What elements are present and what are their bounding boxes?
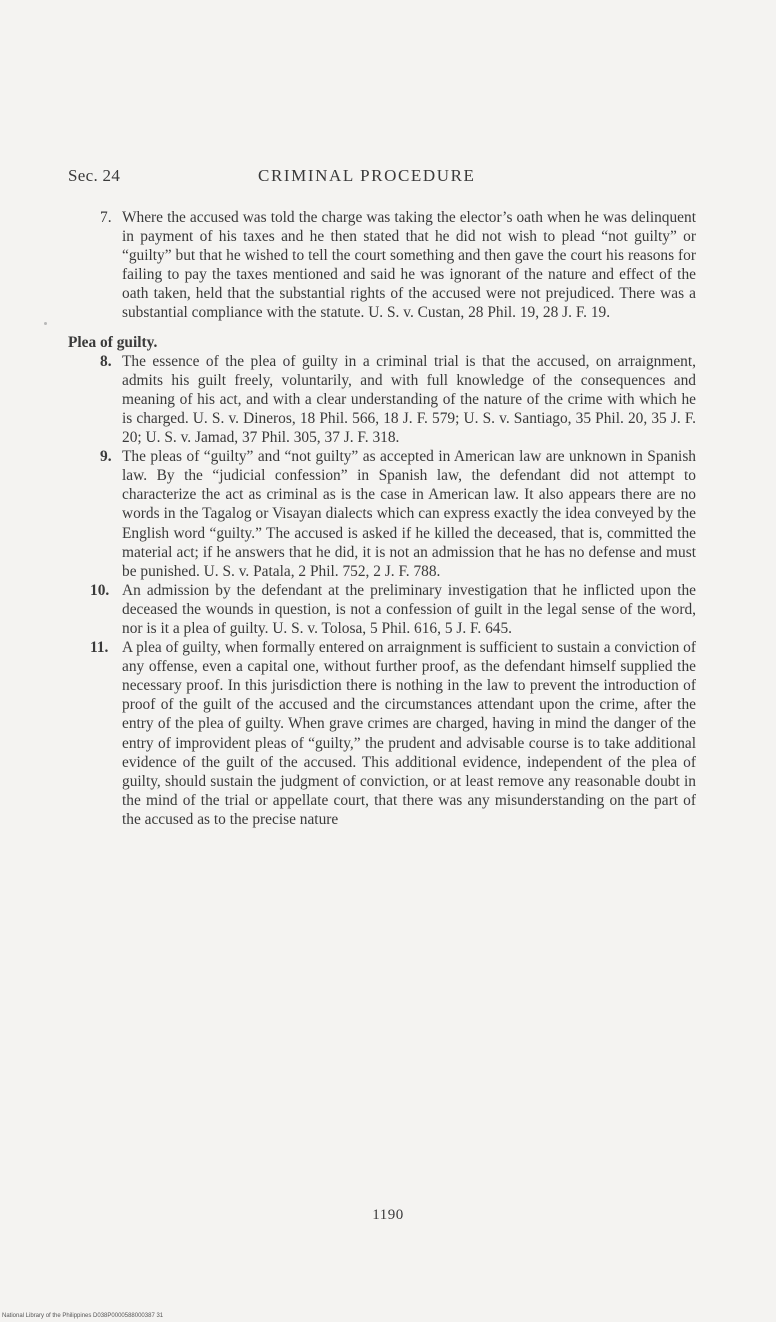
paragraph-text: Where the accused was told the charge was taking the elector’s oath when he was delinquent in payment of his taxes and he then stated that he did not wish to plead “not guilty” or “guilty” but that he wished to tell the court something and then gave the court his reasons for failing to pay the taxes mentioned and said he was ignorant of the nature and effect of the oath taken, held that the substantial rights of the accused were not prejudiced. There was a substantial compliance with the statute. U. S. v. Custan, 28 Phil. 19, 28 J. F. 19.	[122, 209, 696, 322]
body-text	[68, 208, 696, 829]
paragraph-text: A plea of guilty, when formally entered on arraignment is sufficient to sustain a conviction of any offense, even a capital one, without further proof, as the defendant himself supplied the necessary proof. In this jurisdiction there is nothing in the law to prevent the introduction of proof of the guilt of the accused and the circumstances attendant upon the crime, after the entry of the plea of guilty. When grave crimes are charged, having in mind the danger of the entry of improvident pleas of “guilty,” the prudent and advisable course is to take additional evidence of the guilt of the accused. This additional evidence, independent of the plea of guilty, should sustain the judgment of conviction, or at least remove any reasonable doubt in the mind of the trial or appellate court, that there was any misunderstanding on the part of the accused as to the precise nature	[122, 639, 697, 828]
paragraph-7	[68, 208, 696, 323]
page-number: 1190	[372, 1207, 404, 1223]
page-header	[68, 166, 708, 190]
running-title: CRIMINAL PROCEDURE	[258, 166, 476, 185]
paragraph-10	[68, 581, 696, 638]
paragraph-text: The pleas of “guilty” and “not guilty” as accepted in American law are unknown in Spanish law. By the “judicial confession” in Spanish law, the defendant did not attempt to characterize the act as criminal as is the case in American law. It also appears there are no words in the Tagalog or Visayan dialects which can express exactly the idea conveyed by the English word “guilty.” The accused is asked if he killed the deceased, that is, committed the material act; if he answers that he did, it is not an admission that he has no defense and must be punished. U. S. v. Patala, 2 Phil. 752, 2 J. F. 788.	[122, 448, 696, 580]
paragraph-11	[68, 638, 696, 829]
paragraph-number: 10.	[90, 581, 110, 599]
scan-speck	[44, 322, 47, 325]
paragraph-text: The essence of the plea of guilty in a criminal trial is that the accused, on arraignment, admits his guilt freely, voluntarily, and with full knowledge of the consequences and meaning of his act, and with a clear understanding of the nature of the crime with which he is charged. U. S. v. Dineros, 18 Phil. 566, 18 J. F. 579; U. S. v. Santiago, 35 Phil. 20, 35 J. F. 20; U. S. v. Jamad, 37 Phil. 305, 37 J. F. 318.	[122, 352, 696, 447]
section-label: Sec. 24	[68, 166, 121, 185]
subheading-plea-of-guilty: Plea of guilty.	[68, 333, 158, 351]
paragraph-number: 11.	[90, 639, 109, 657]
paragraph-number: 8.	[100, 352, 112, 370]
paragraph-8	[68, 352, 696, 447]
scan-footer: National Library of the Philippines D038P0000588000387 31	[2, 1313, 164, 1319]
paragraph-text: An admission by the defendant at the preliminary investigation that he inflicted upon the deceased the wounds in question, is not a confession of guilt in the legal sense of the word, nor is it a plea of guilty. U. S. v. Tolosa, 5 Phil. 616, 5 J. F. 645.	[122, 581, 696, 637]
paragraph-number: 7.	[100, 209, 112, 226]
paragraph-number: 9.	[100, 448, 112, 466]
paragraph-9	[68, 447, 696, 581]
